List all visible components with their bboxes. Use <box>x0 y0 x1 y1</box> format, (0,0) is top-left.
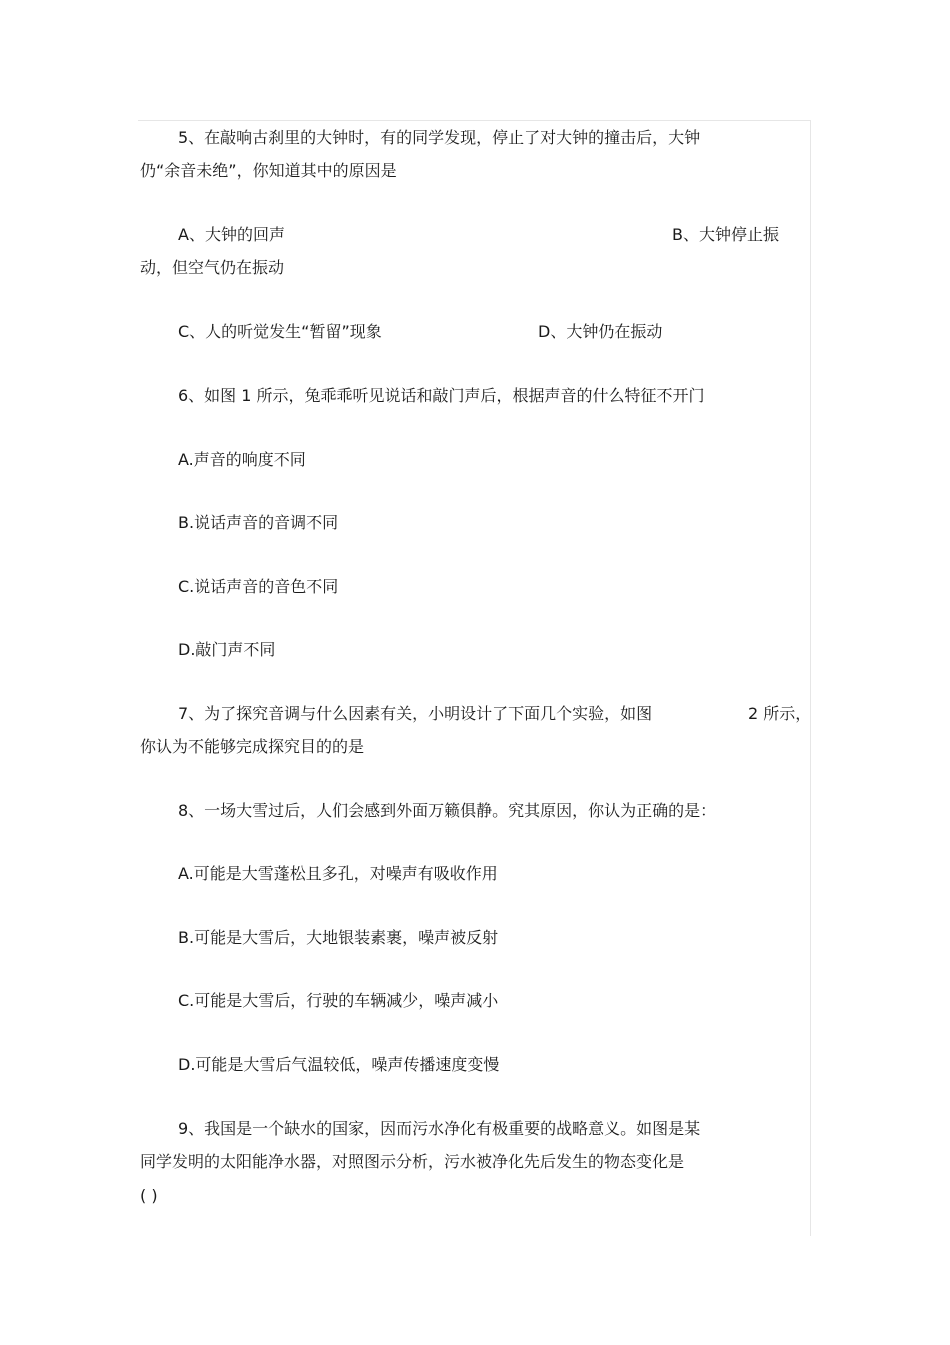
q6-option-d: D.敲门声不同 <box>178 640 276 659</box>
q7-line1-end: 2 所示， <box>748 704 812 723</box>
q6-option-b: B.说话声音的音调不同 <box>178 513 339 532</box>
q5-line1: 5、在敲响古刹里的大钟时，有的同学发现，停止了对大钟的撞击后，大钟 <box>178 128 701 147</box>
q8-option-c: C.可能是大雪后，行驶的车辆减少，噪声减小 <box>178 991 499 1010</box>
q8-line1: 8、一场大雪过后，人们会感到外面万籁俱静。究其原因，你认为正确的是： <box>178 801 717 820</box>
q5-option-b: B、大钟停止振 <box>672 225 779 244</box>
q9-line2: 同学发明的太阳能净水器，对照图示分析，污水被净化先后发生的物态变化是 <box>140 1152 685 1171</box>
q5-option-d: D、大钟仍在振动 <box>538 322 663 341</box>
q8-option-a: A.可能是大雪蓬松且多孔，对噪声有吸收作用 <box>178 864 498 883</box>
q6-option-c: C.说话声音的音色不同 <box>178 577 339 596</box>
q5-option-c: C、人的听觉发生“暂留”现象 <box>178 322 382 341</box>
q9-answer-blank: ( ) <box>140 1186 158 1205</box>
q8-option-d: D.可能是大雪后气温较低，噪声传播速度变慢 <box>178 1055 500 1074</box>
q6-line1: 6、如图 1 所示，兔乖乖听见说话和敲门声后，根据声音的什么特征不开门 <box>178 386 705 405</box>
q9-line1: 9、我国是一个缺水的国家，因而污水净化有极重要的战略意义。如图是某 <box>178 1119 701 1138</box>
q5-option-a: A、大钟的回声 <box>178 225 285 244</box>
q5-line2: 仍“余音未绝”，你知道其中的原因是 <box>140 161 397 180</box>
q7-line2: 你认为不能够完成探究目的的是 <box>140 737 365 756</box>
q6-option-a: A.声音的响度不同 <box>178 450 306 469</box>
q5-option-b-continued: 动，但空气仍在振动 <box>140 258 285 277</box>
q7-line1: 7、为了探究音调与什么因素有关，小明设计了下面几个实验，如图 <box>178 704 653 723</box>
q8-option-b: B.可能是大雪后，大地银装素裹，噪声被反射 <box>178 928 499 947</box>
